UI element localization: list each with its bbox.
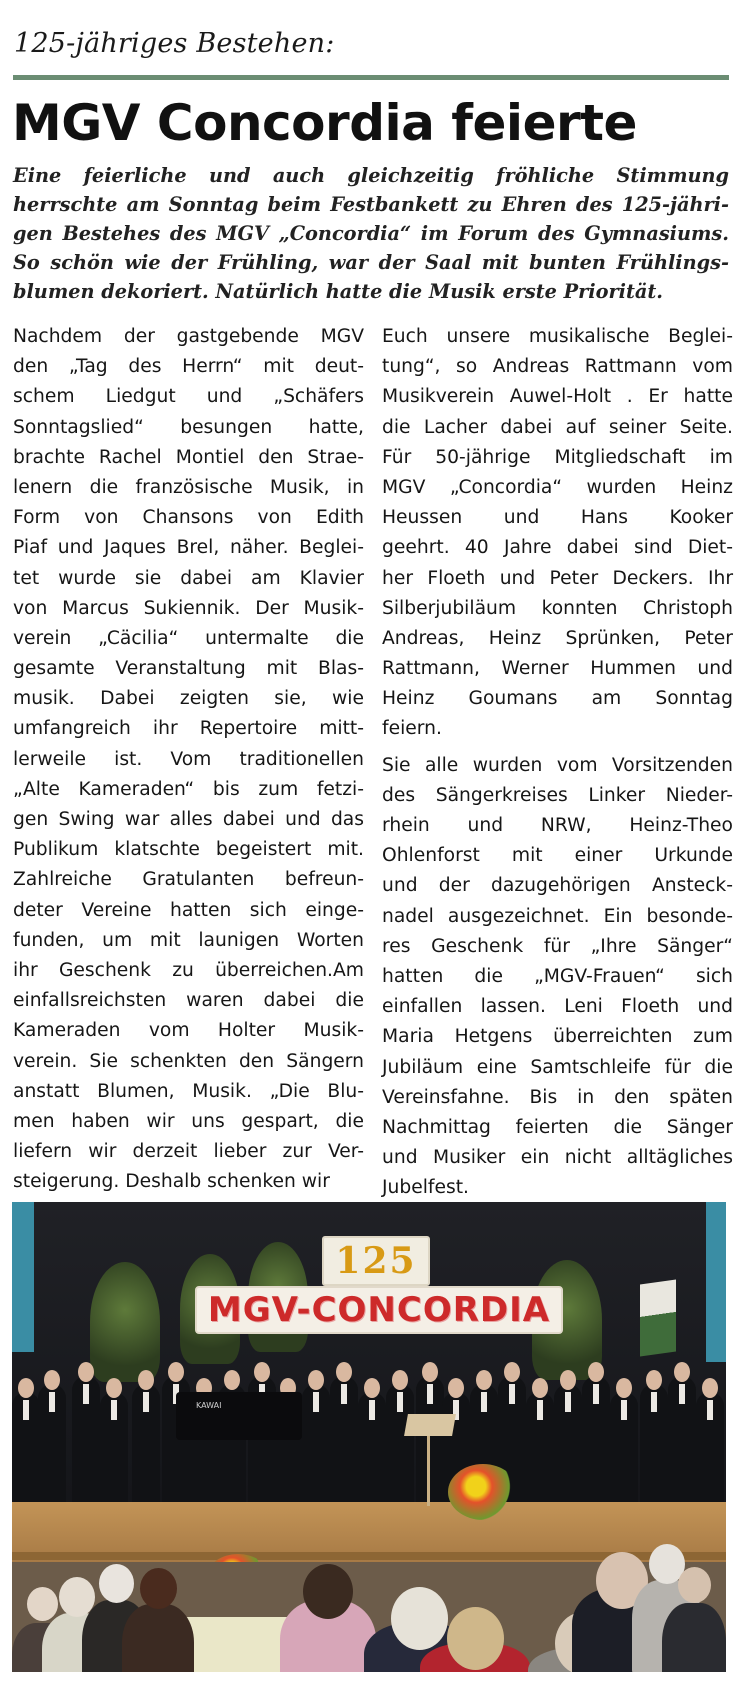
column-line: Sonntagslied“ besungen hatte,	[13, 416, 364, 438]
column-line: brachte Rachel Montiel den Strae-	[13, 446, 364, 468]
column-line: von Marcus Sukiennik. Der Musik-	[13, 597, 364, 619]
column-line: Kameraden vom Holter Musik-	[13, 1020, 364, 1042]
column-line: hatten die „MGV-Frauen“ sich	[382, 965, 733, 987]
article-kicker: 125-jähriges Bestehen:	[14, 28, 335, 59]
column-line: Ohlenforst mit einer Urkunde	[382, 845, 733, 867]
audience-head	[678, 1567, 711, 1603]
column-line: geehrt. 40 Jahre dabei sind Diet-	[382, 537, 733, 559]
column-line: Euch unsere musikalische Beglei-	[382, 326, 733, 347]
column-line: tung“, so Andreas Rattmann vom	[382, 356, 733, 378]
lead-line: So schön wie der Frühling, war der Saal mit bunten Frühlings-	[13, 251, 729, 274]
column-line: Nachmittag feierten die Sänger	[382, 1116, 733, 1138]
lead-line: Eine feierliche und auch gleichzeitig fröhliche Stimmung	[13, 164, 729, 187]
column-line: deter Vereine hatten sich einge-	[13, 899, 364, 921]
lead-line: herrschte am Sonntag beim Festbankett zu Ehren des 125-jähri-	[13, 193, 729, 216]
column-line: verein. Sie schenkten den Sängern	[13, 1050, 364, 1072]
audience-members	[12, 1202, 726, 1672]
lead-line: gen Bestehes des MGV „Concordia“ im Forum des Gymnasiums.	[13, 222, 729, 245]
column-line: Sie alle wurden vom Vorsitzenden	[382, 754, 733, 776]
piano-brand-label: KAWAI	[196, 1401, 222, 1410]
column-line: steigerung. Deshalb schenken wir	[13, 1171, 330, 1193]
audience-person	[122, 1604, 194, 1672]
column-line: anstatt Blumen, Musik. „Die Blu-	[13, 1080, 364, 1102]
column-line: rhein und NRW, Heinz-Theo	[382, 815, 733, 836]
anniversary-sign: 125	[322, 1236, 430, 1286]
column-line: men haben wir uns gespart, die	[13, 1110, 364, 1132]
column-line: Zahlreiche Gratulanten befreun-	[13, 869, 364, 891]
column-line: Rattmann, Werner Hummen und	[382, 658, 733, 680]
column-line: gen Swing war alles dabei und das	[13, 809, 364, 830]
column-line: Heinz Goumans am Sonntag	[382, 688, 733, 710]
column-line: des Sängerkreises Linker Nieder-	[382, 784, 733, 806]
column-line: und der dazugehörigen Ansteck-	[382, 875, 733, 897]
column-line: umfangreich ihr Repertoire mitt-	[13, 718, 364, 740]
column-line: einfallen lassen. Leni Floeth und	[382, 996, 733, 1018]
column-line: MGV „Concordia“ wurden Heinz	[382, 476, 733, 498]
column-line: und Musiker ein nicht alltägliches	[382, 1147, 733, 1169]
column-line: Jubiläum eine Samtschleife für die	[382, 1056, 733, 1078]
audience-head	[391, 1587, 448, 1650]
audience-head	[303, 1564, 353, 1619]
column-line: schem Liedgut und „Schäfers	[13, 386, 364, 408]
column-line: Für 50-jährige Mitgliedschaft im	[382, 446, 733, 468]
column-line: Form von Chansons von Edith	[13, 507, 364, 529]
column-line: lenern die französische Musik, in	[13, 476, 364, 498]
column-line: ihr Geschenk zu überreichen.Am	[13, 959, 364, 981]
column-line: verein „Cäcilia“ untermalte die	[13, 627, 364, 649]
column-line: feiern.	[382, 718, 442, 740]
audience-head	[27, 1587, 58, 1621]
column-line: funden, um mit launigen Worten	[13, 929, 364, 951]
column-line: musik. Dabei zeigten sie, wie	[13, 688, 364, 710]
audience-head	[447, 1607, 504, 1670]
club-banner: MGV-CONCORDIA	[195, 1286, 563, 1334]
article-column-right	[382, 322, 733, 1203]
green-divider-rule	[13, 75, 729, 80]
column-line: tet wurde sie dabei am Klavier	[13, 567, 364, 589]
column-line: res Geschenk für „Ihre Sänger“	[382, 935, 733, 957]
article-headline: MGV Concordia feierte	[12, 94, 637, 152]
column-line: nadel ausgezeichnet. Ein besonde-	[382, 905, 733, 927]
column-line: her Floeth und Peter Deckers. Ihr	[382, 567, 733, 589]
column-line: „Alte Kameraden“ bis zum fetzi-	[13, 778, 364, 800]
column-line: einfallsreichsten waren dabei die	[13, 990, 364, 1012]
column-line: Nachdem der gastgebende MGV	[13, 326, 364, 347]
lead-line: blumen dekoriert. Natürlich hatte die Musik erste Priorität.	[13, 280, 663, 303]
column-line: Andreas, Heinz Sprünken, Peter	[382, 627, 733, 649]
column-line: Vereinsfahne. Bis in den späten	[382, 1086, 733, 1108]
column-line: Musikverein Auwel-Holt . Er hatte	[382, 386, 733, 408]
column-line: liefern wir derzeit lieber zur Ver-	[13, 1141, 364, 1163]
audience-head	[99, 1564, 134, 1603]
article-column-left	[13, 322, 364, 1197]
column-line: Heussen und Hans Kooker	[382, 507, 733, 529]
audience-person	[662, 1603, 726, 1672]
column-line: Silberjubiläum konnten Christoph	[382, 597, 733, 619]
event-photo	[12, 1202, 726, 1672]
column-line: Jubelfest.	[382, 1177, 469, 1199]
column-line: gesamte Veranstaltung mit Blas-	[13, 658, 364, 680]
column-line: Piaf und Jaques Brel, näher. Beglei-	[13, 537, 364, 559]
column-line: die Lacher dabei auf seiner Seite.	[382, 416, 733, 438]
audience-head	[140, 1568, 177, 1609]
column-line: den „Tag des Herrn“ mit deut-	[13, 356, 364, 378]
article-lead	[13, 161, 729, 306]
column-line: Maria Hetgens überreichten zum	[382, 1026, 733, 1048]
column-line: lerweile ist. Vom traditionellen	[13, 748, 364, 770]
column-line: Publikum klatschte begeistert mit.	[13, 839, 364, 861]
